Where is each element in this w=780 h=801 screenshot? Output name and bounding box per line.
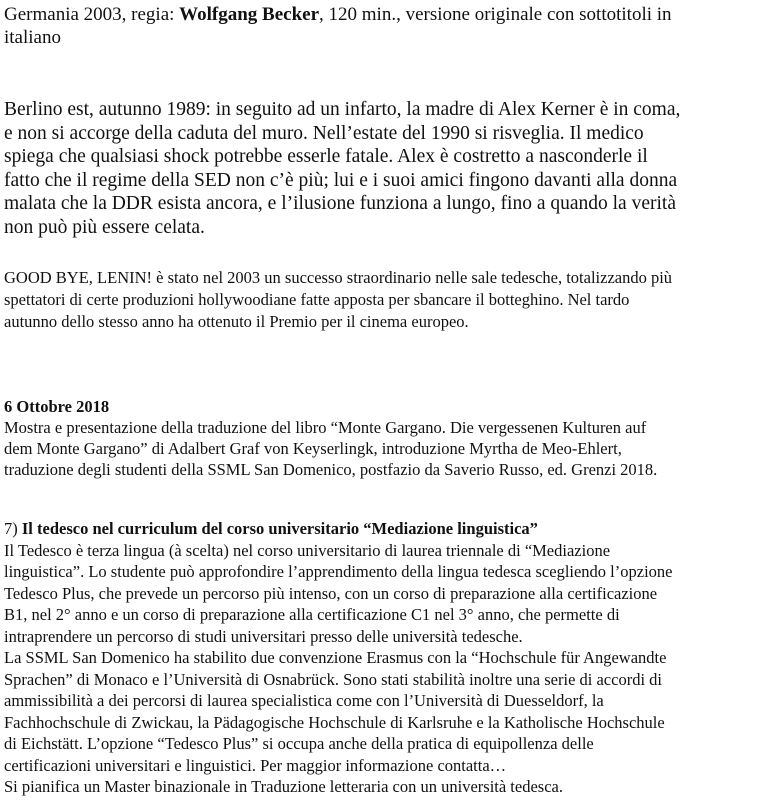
event-line: Mostra e presentazione della traduzione del libro “Monte Gargano. Die vergessenen Kulturen auf — [4, 418, 647, 437]
section-7 — [4, 518, 776, 798]
event-line: traduzione degli studenti della SSML San Domenico, postfazio da Saverio Russo, ed. Grenzi 2018. — [4, 460, 658, 479]
film-info-suffix: , 120 min., versione originale con sottotitoli in — [319, 4, 672, 25]
success-line: spettatori di certe produzioni hollywoodiane fatte apposta per sbancare il botteghino. Nel tardo — [4, 290, 630, 309]
section-7-title: Il tedesco nel curriculum del corso universitario “Mediazione linguistica” — [21, 519, 538, 538]
event-section — [4, 396, 776, 480]
section-7-line: linguistica”. Lo studente può approfondire l’apprendimento della lingua tedesca scegliendo l’opzione — [4, 562, 673, 581]
section-7-line: Il Tedesco è terza lingua (à scelta) nel corso universitario di laurea triennale di “Mediazione — [4, 540, 611, 560]
section-7-heading — [4, 518, 776, 540]
film-info-line-1 — [4, 3, 776, 26]
section-7-line: certificazioni universitari e linguistici. Per maggior informazione contatta… — [4, 755, 507, 775]
plot-line: fatto che il regime della SED non c’è più; lui e i suoi amici fingono davanti alla donna — [4, 169, 678, 191]
section-7-line: intraprendere un percorso di studi universitari presso delle università tedesche. — [4, 626, 523, 646]
success-paragraph — [4, 267, 776, 333]
event-date: 6 Ottobre 2018 — [4, 397, 110, 416]
film-info-prefix: Germania 2003, regia: — [4, 4, 180, 25]
plot-line: e non si accorge della caduta del muro. Nell’estate del 1990 si risveglia. Il medico — [4, 122, 644, 144]
section-7-line: Si pianifica un Master binazionale in Traduzione letteraria con un università tedesca. — [4, 777, 563, 796]
section-7-line: di Eichstätt. L’opzione “Tedesco Plus” si occupa anche della pratica di equipollenza delle — [4, 734, 594, 753]
success-line: autunno dello stesso anno ha ottenuto il Premio per il cinema europeo. — [4, 312, 469, 331]
section-7-line: Fachhochschule di Zwickau, la Pädagogische Hochschule di Karlsruhe e la Katholische Hochschule — [4, 712, 665, 732]
section-7-line: ammissibilità a dei percorsi di laurea specialistica come con l’Università di Duesseldorf, la — [4, 691, 604, 710]
plot-paragraph — [4, 98, 776, 239]
plot-line: malata che la DDR esista ancora, e l’ilusione funziona a lungo, fino a quando la verità — [4, 193, 676, 214]
event-line: dem Monte Gargano” di Adalbert Graf von Keyserlingk, introduzione Myrtha de Meo-Ehlert, — [4, 439, 622, 458]
section-7-line: B1, nel 2° anno e un corso di preparazione alla certificazione C1 nel 3° anno, che permette di — [4, 605, 620, 624]
section-7-number: 7) — [4, 519, 22, 538]
plot-line: Berlino est, autunno 1989: in seguito ad un infarto, la madre di Alex Kerner è in coma, — [4, 99, 681, 120]
plot-line: non può più essere celata. — [4, 216, 205, 238]
section-7-line: Tedesco Plus, che prevede un percorso più intenso, con un corso di preparazione alla certificazione — [4, 583, 658, 603]
plot-line: spiega che qualsiasi shock potrebbe esserle fatale. Alex è costretto a nasconderle il — [4, 146, 648, 167]
section-7-line: La SSML San Domenico ha stabilito due convenzione Erasmus con la “Hochschule für Angewandte — [4, 648, 667, 667]
success-line: GOOD BYE, LENIN! è stato nel 2003 un successo straordinario nelle sale tedesche, totalizzando più — [4, 268, 673, 287]
director-name: Wolfgang Becker — [179, 4, 320, 25]
film-info — [4, 3, 776, 49]
section-7-line: Sprachen” di Monaco e l’Università di Osnabrück. Sono stati stabilità inoltre una serie di accordi di — [4, 669, 662, 689]
film-info-line-2: italiano — [4, 27, 61, 48]
